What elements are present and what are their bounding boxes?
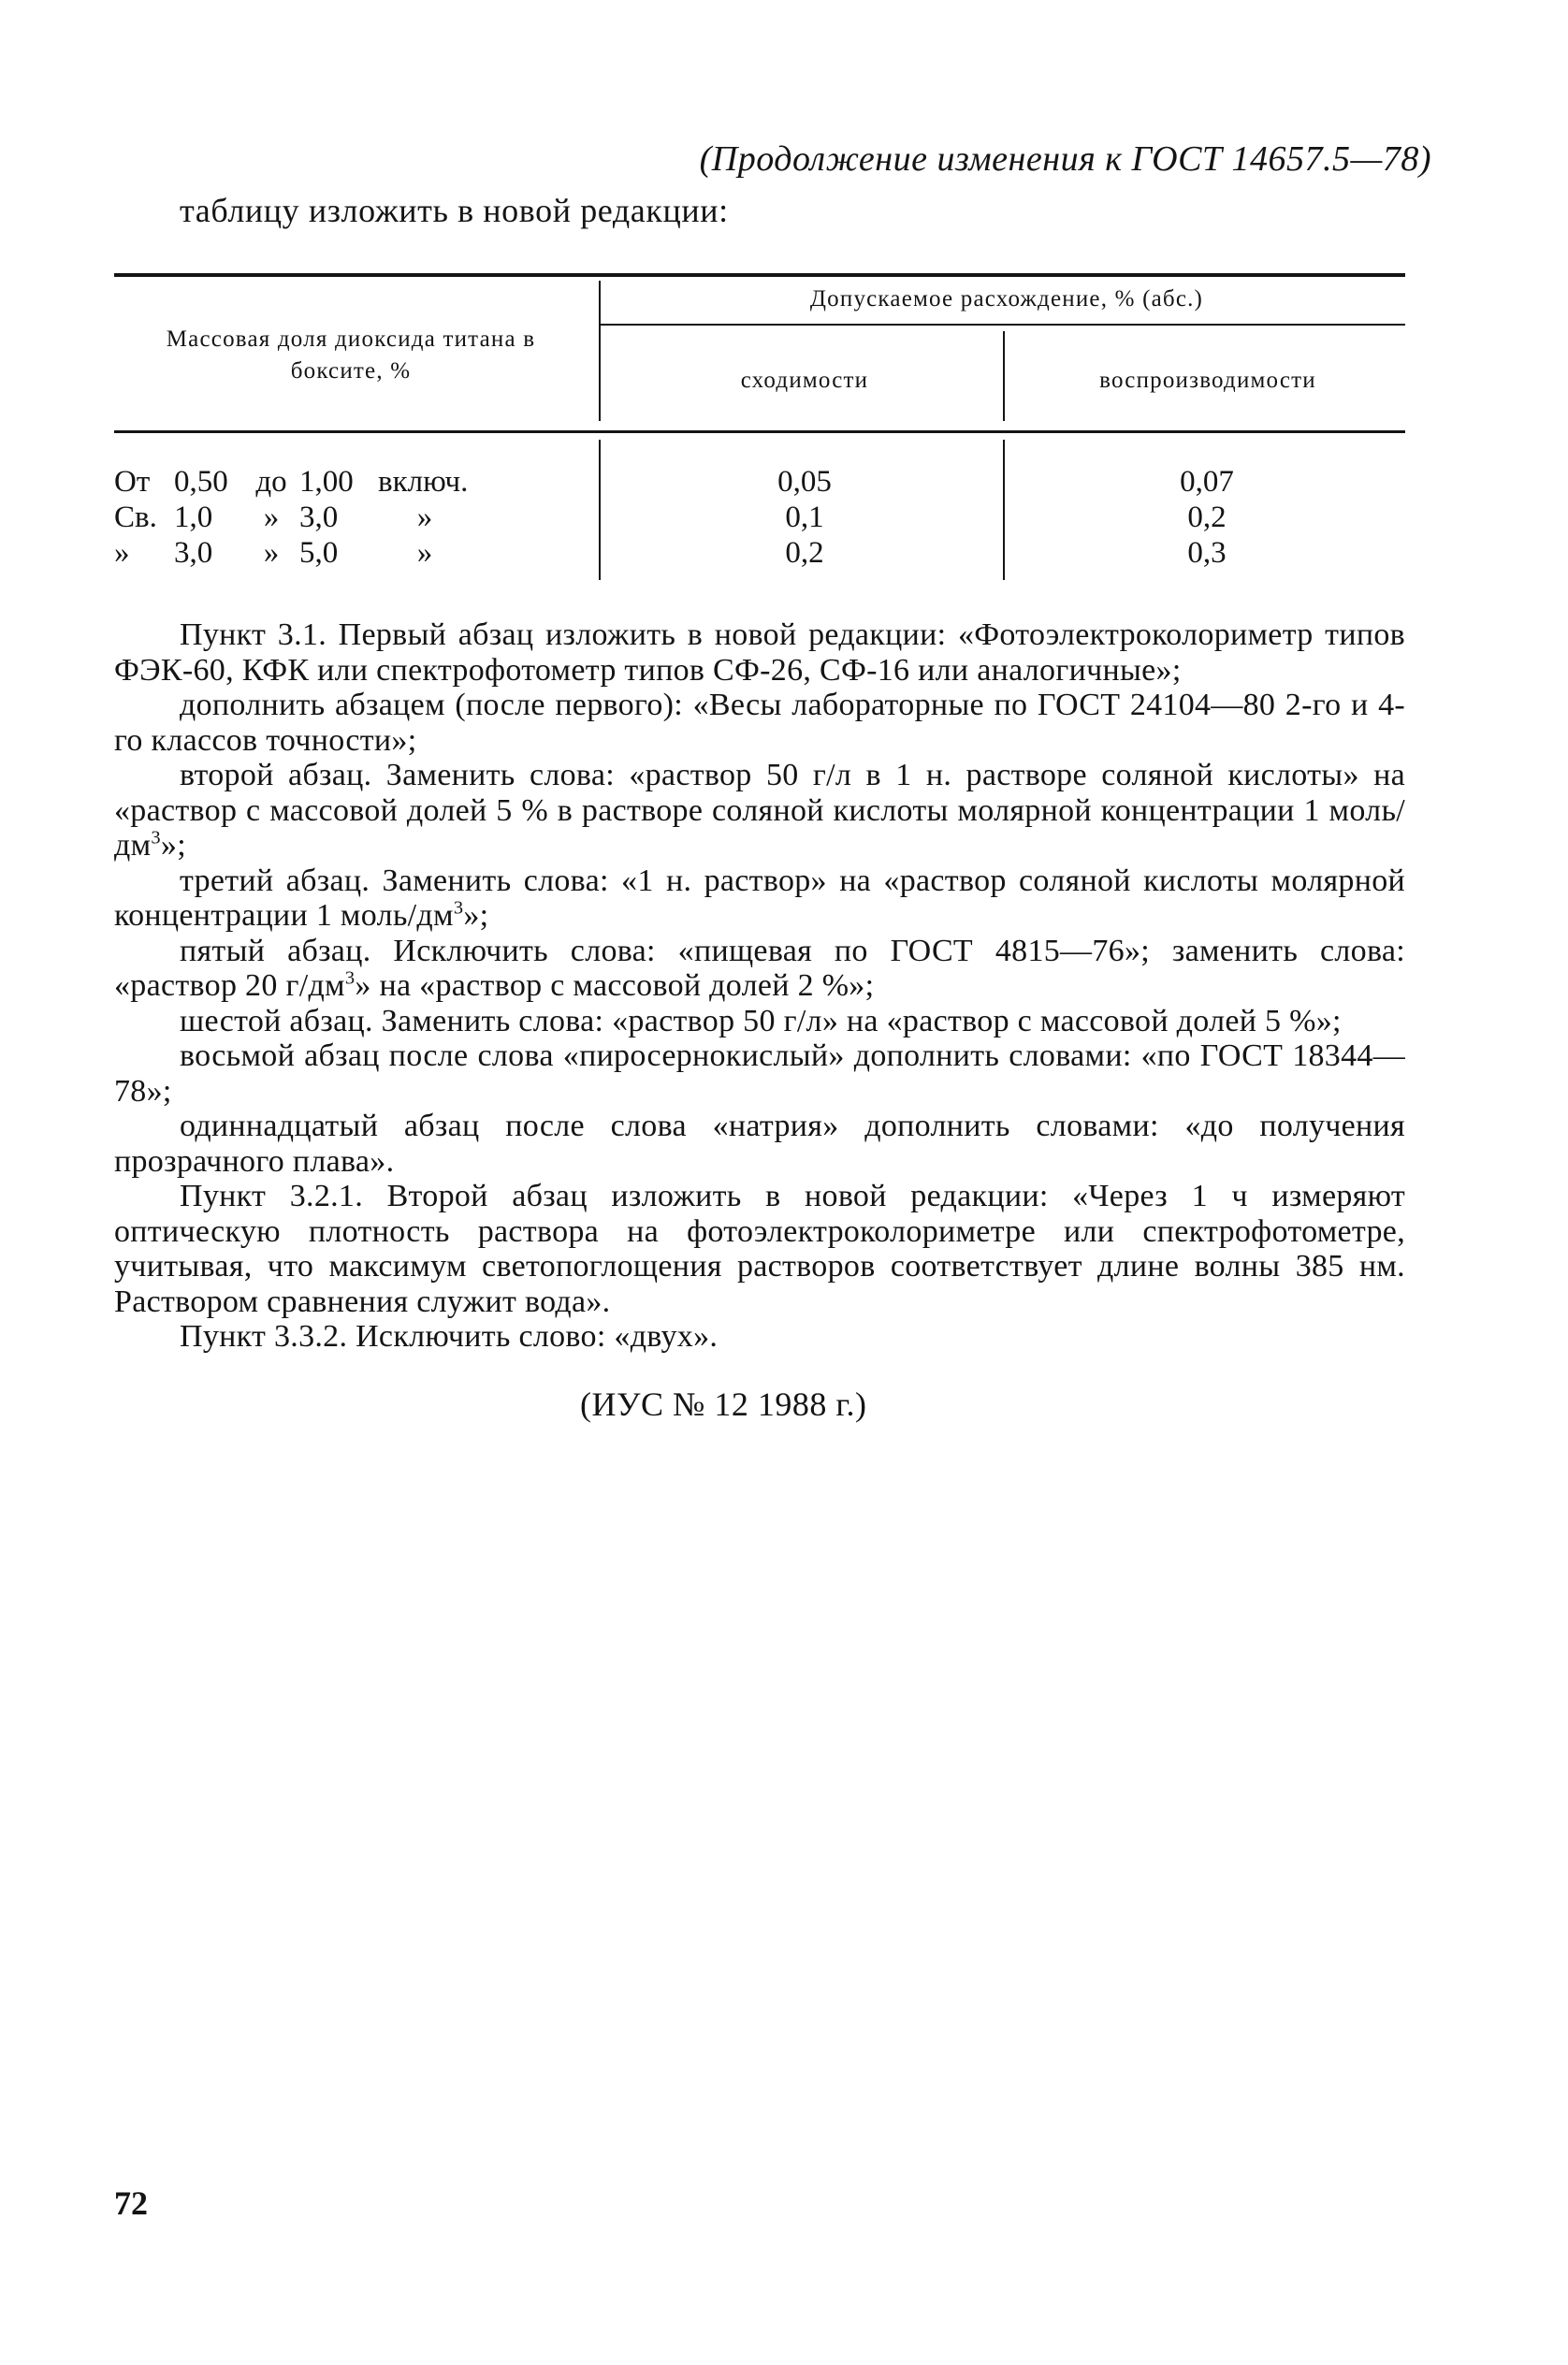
table-row xyxy=(114,535,472,571)
col-header-mass-fraction: Массовая доля диоксида титана в боксите, % xyxy=(166,326,536,384)
row-suffix: включ. xyxy=(378,465,469,499)
row-to: 1,00 xyxy=(299,465,354,499)
row-from: 3,0 xyxy=(174,536,213,570)
cell-reproducibility: 0,07 xyxy=(1180,465,1234,499)
row-sep: » xyxy=(263,501,280,534)
col-header-reproducibility: воспроизводимости xyxy=(1099,368,1316,393)
row-prefix: Св. xyxy=(114,501,157,534)
row-sep: до xyxy=(255,465,287,499)
row-prefix: » xyxy=(114,536,130,570)
paragraph-second: второй абзац. Заменить слова: «раствор 50 г/л в 1 н. растворе соляной кислоты» на «раствор с массовой долей 5 % в растворе соляной кислоты молярной концентрации 1 моль/$дм^3$»; xyxy=(114,758,1405,863)
paragraph-eighth: восьмой абзац после слова «пиросернокислый» дополнить словами: «по ГОСТ 18344—78»; xyxy=(114,1038,1405,1109)
cell-convergence: 0,05 xyxy=(777,465,832,499)
row-suffix: » xyxy=(416,501,433,534)
paragraph-eleventh: одиннадцатый абзац после слова «натрия» дополнить словами: «до получения прозрачного плава». xyxy=(114,1109,1405,1179)
table-header-rule xyxy=(114,430,1405,433)
col-header-convergence: сходимости xyxy=(740,368,869,393)
table-vline-4 xyxy=(1003,440,1005,580)
table-vline-1 xyxy=(599,281,601,421)
cell-convergence: 0,1 xyxy=(785,501,824,534)
row-prefix: От xyxy=(114,465,151,499)
table-row xyxy=(114,500,472,535)
page-number: 72 xyxy=(114,2184,148,2222)
row-to: 3,0 xyxy=(299,501,339,534)
paragraph-3-3-2: Пункт 3.3.2. Исключить слово: «двух». xyxy=(180,1319,719,1354)
paragraph-fifth: пятый абзац. Исключить слова: «пищевая по ГОСТ 4815—76»; заменить слова: «раствор 20 $г/дм^3$» на «раствор с массовой долей 2 %»; xyxy=(114,933,1405,1003)
paragraph-3-2-1: Пункт 3.2.1. Второй абзац изложить в новой редакции: «Через 1 ч измеряют оптическую плотность раствора на фотоэлектроколориметре или спектрофотометре, учитывая, что максимум светопоглощения растворов соответствует длине волны 385 нм. Раствором сравнения служит вода». xyxy=(114,1179,1405,1319)
paragraph-sixth: шестой абзац. Заменить слова: «раствор 50 г/л» на «раствор с массовой долей 5 %»; xyxy=(180,1003,1342,1038)
table-subheader-rule xyxy=(599,324,1405,326)
paragraph-add-scales: дополнить абзацем (после первого): «Весы лабораторные по ГОСТ 24104—80 2-го и 4-го классов точности»; xyxy=(114,688,1405,758)
row-sep: » xyxy=(263,536,280,570)
table-vline-2 xyxy=(1003,331,1005,421)
table-vline-3 xyxy=(599,440,601,580)
row-from: 1,0 xyxy=(174,501,213,534)
cell-reproducibility: 0,3 xyxy=(1187,536,1227,570)
cell-convergence: 0,2 xyxy=(785,536,824,570)
running-header: (Продолжение изменения к ГОСТ 14657.5—78) xyxy=(699,139,1431,179)
source-reference: (ИУС № 12 1988 г.) xyxy=(580,1386,867,1423)
intro-line: таблицу изложить в новой редакции: xyxy=(180,192,729,229)
paragraph-third: третий абзац. Заменить слова: «1 н. раствор» на «раствор соляной кислоты молярной концентрации 1 моль/$дм^3$»; xyxy=(114,863,1405,933)
cell-reproducibility: 0,2 xyxy=(1187,501,1227,534)
row-to: 5,0 xyxy=(299,536,339,570)
row-from: 0,50 xyxy=(174,465,228,499)
table-row xyxy=(114,464,468,500)
group-header-tolerance: Допускаемое расхождение, % (абс.) xyxy=(809,286,1204,312)
amendment-text xyxy=(114,617,1405,1355)
row-suffix: » xyxy=(416,536,433,570)
paragraph-3-1: Пункт 3.1. Первый абзац изложить в новой редакции: «Фотоэлектроколориметр типов ФЭК-60, КФК или спектрофотометр типов СФ-26, СФ-16 или аналогичные»; xyxy=(114,617,1405,688)
table-top-rule xyxy=(114,273,1405,277)
